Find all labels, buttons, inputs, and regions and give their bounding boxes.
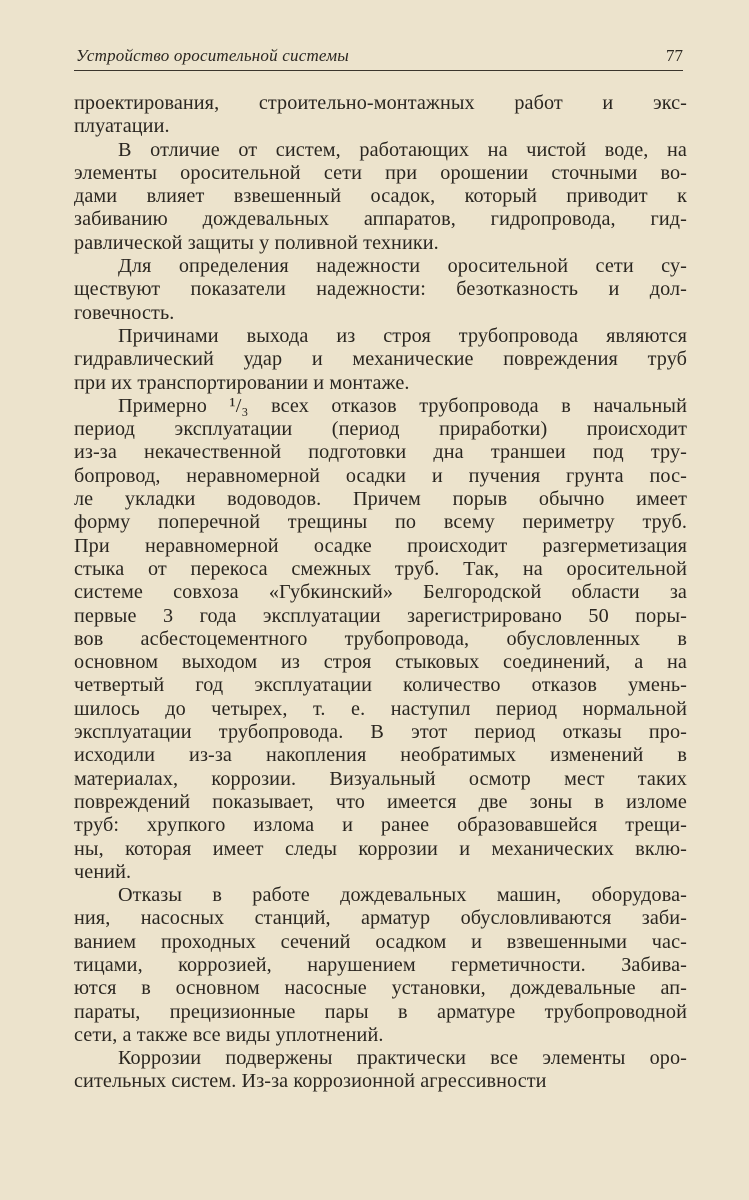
text-line: гидравлический удар и механические повреждения труб [74, 348, 687, 371]
text-line: шилось до четырех, т. е. наступил период нормальной [74, 697, 687, 720]
text-line: из-за некачественной подготовки дна траншеи под тру- [74, 441, 687, 464]
text-line: период эксплуатации (период приработки) происходит [74, 418, 687, 441]
paragraph [74, 325, 687, 395]
text-line: тицами, коррозией, нарушением герметичности. Забива- [74, 953, 687, 976]
text-line: элементы оросительной сети при орошении сточными во- [74, 161, 687, 184]
paragraph [74, 1047, 687, 1094]
text-line: стыка от перекоса смежных труб. Так, на оросительной [74, 557, 687, 580]
paragraph [74, 255, 687, 325]
paragraph [74, 884, 687, 1047]
running-head [74, 40, 683, 71]
text-line: ществуют показатели надежности: безотказность и дол- [74, 278, 687, 301]
text-line: параты, прецизионные пары в арматуре трубопроводной [74, 1000, 687, 1023]
text-line: дами влияет взвешенный осадок, который приводит к [74, 185, 687, 208]
text-line: четвертый год эксплуатации количество отказов умень- [74, 674, 687, 697]
text-line: первые 3 года эксплуатации зарегистрировано 50 поры- [74, 604, 687, 627]
text-line: Причинами выхода из строя трубопровода являются [118, 324, 687, 347]
text-line: бопровод, неравномерной осадки и пучения грунта пос- [74, 464, 687, 487]
text-line: эксплуатации трубопровода. В этот период отказы про- [74, 721, 687, 744]
text-line: повреждений показывает, что имеется две зоны в изломе [74, 790, 687, 813]
text-line: Для определения надежности оросительной сети су- [118, 255, 687, 278]
text-line: При неравномерной осадке происходит разгерметизация [74, 534, 687, 557]
text-line: проектирования, строительно-монтажных работ и экс- [74, 92, 687, 114]
text-line: сети, а также все виды уплотнений. [74, 1023, 384, 1046]
text-line: чений. [74, 860, 132, 883]
text-line: системе совхоза «Губкинский» Белгородской области за [74, 581, 687, 604]
text-line: труб: хрупкого излома и ранее образовавшейся трещи- [74, 814, 687, 837]
text-line: исходили из-за накопления необратимых изменений в [74, 744, 687, 767]
text-line: при их транспортировании и монтаже. [74, 371, 410, 394]
text-line: Отказы в работе дождевальных машин, оборудова- [118, 884, 687, 907]
text-line: ле укладки водоводов. Причем порыв обычно имеет [74, 488, 687, 511]
text-line: сительных систем. Из-за коррозионной агрессивности [74, 1070, 547, 1093]
text-line: ются в основном насосные установки, дождевальные ап- [74, 977, 687, 1000]
paragraph [74, 92, 687, 139]
paragraph [74, 139, 687, 255]
text-line: говечность. [74, 301, 175, 324]
text-line: плуатации. [74, 115, 170, 138]
text-line: ванием проходных сечений осадком и взвешенными час- [74, 930, 687, 953]
text-line: основном выходом из строя стыковых соединений, а на [74, 651, 687, 674]
paragraph [74, 395, 687, 884]
text-line: форму поперечной трещины по всему периметру труб. [74, 511, 687, 534]
page-number: 77 [666, 46, 683, 65]
running-head-title: Устройство оросительной системы [76, 46, 350, 65]
text-line: ны, которая имеет следы коррозии и механических вклю- [74, 837, 687, 860]
text-line: забиванию дождевальных аппаратов, гидропровода, гид- [74, 208, 687, 231]
text-line: материалах, коррозии. Визуальный осмотр мест таких [74, 767, 687, 790]
text-line: В отличие от систем, работающих на чистой воде, на [118, 138, 687, 161]
text-line: ния, насосных станций, арматур обусловливаются заби- [74, 907, 687, 930]
text-line: равлической защиты у поливной техники. [74, 231, 439, 254]
text-line: вов асбестоцементного трубопровода, обусловленных в [74, 627, 687, 650]
text-line: Примерно ¹/₃ всех отказов трубопровода в начальный [118, 394, 687, 417]
body-text [74, 92, 687, 1094]
text-line: Коррозии подвержены практически все элементы оро- [118, 1047, 687, 1070]
